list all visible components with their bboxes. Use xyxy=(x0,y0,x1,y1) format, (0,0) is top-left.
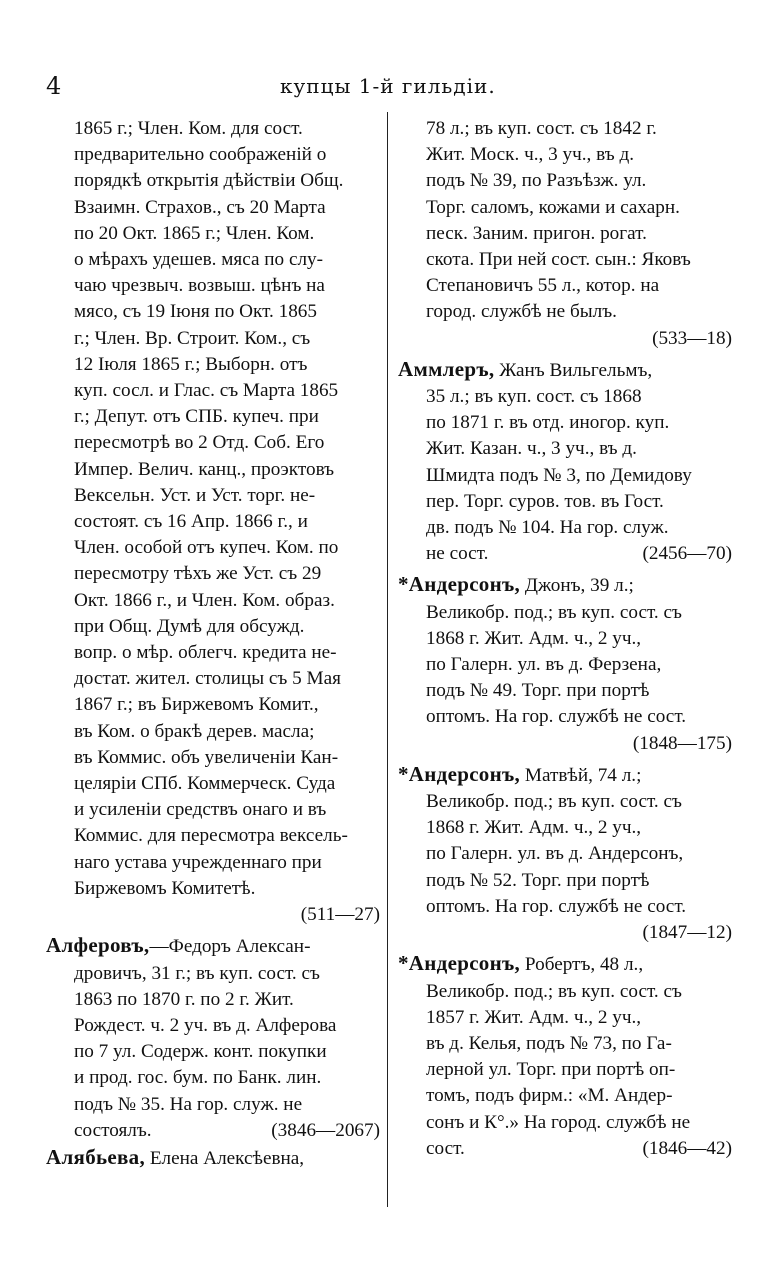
text-line: Степановичъ 55 л., котор. на xyxy=(426,275,660,297)
text-line: въ Ком. о бракѣ дерев. масла; xyxy=(74,720,315,742)
column-divider xyxy=(387,112,388,1207)
text-line: подъ № 52. Торг. при портѣ xyxy=(426,869,650,891)
text-line: оптомъ. На гор. службѣ не сост. xyxy=(426,895,687,917)
text-line: достат. жител. столицы съ 5 Мая xyxy=(74,668,341,690)
right-column xyxy=(398,116,732,1162)
text-line: Коммис. для пересмотра вексель- xyxy=(74,825,348,847)
text-fragment: сост. xyxy=(426,1137,465,1159)
text-fragment: —Федоръ Алексан- xyxy=(149,936,311,958)
text-line: томъ, подъ фирм.: «М. Андер- xyxy=(426,1085,673,1107)
text-line: Великобр. под.; въ куп. сост. съ xyxy=(426,980,682,1002)
text-line: дв. подъ № 104. На гор. служ. xyxy=(426,517,669,539)
text-line: Окт. 1866 г., и Член. Ком. образ. xyxy=(74,589,335,611)
text-line: 1868 г. Жит. Адм. ч., 2 уч., xyxy=(426,627,642,649)
register-number: (1848—175) xyxy=(632,732,732,754)
continuation-entry xyxy=(46,116,380,928)
text-line: Жит. Казан. ч., 3 уч., въ д. xyxy=(426,438,637,460)
register-number: (1847—12) xyxy=(642,922,732,944)
text-line: состоят. съ 16 Апр. 1866 г., и xyxy=(74,511,308,533)
merchant-name: Алферовъ, xyxy=(46,933,150,958)
text-line: вопр. о мѣр. облегч. кредита не- xyxy=(74,642,337,664)
text-line: подъ № 39, по Разъѣзж. ул. xyxy=(426,170,647,192)
text-line: 1857 г. Жит. Адм. ч., 2 уч., xyxy=(426,1006,642,1028)
entry-ammler xyxy=(398,356,732,568)
text-line: предварительно соображеній о xyxy=(74,144,327,166)
text-line: Импер. Велич. канц., проэктовъ xyxy=(74,458,335,480)
text-line: Член. особой отъ купеч. Ком. по xyxy=(74,537,339,559)
entry-anderson-robert xyxy=(398,950,732,1162)
merchant-name: Алябьева, xyxy=(46,1144,146,1169)
text-line: пересмотрѣ во 2 Отд. Соб. Его xyxy=(74,432,325,454)
text-line: Рождест. ч. 2 уч. въ д. Алферова xyxy=(74,1014,337,1036)
text-line: лерной ул. Торг. при портѣ оп- xyxy=(426,1059,676,1081)
text-line: куп. сосл. и Глас. съ Марта 1865 xyxy=(74,380,339,402)
page-number: 4 xyxy=(46,72,62,100)
continuation-entry xyxy=(398,116,732,352)
text-line: 1867 г.; въ Биржевомъ Комит., xyxy=(74,694,319,716)
text-line: 1863 по 1870 г. по 2 г. Жит. xyxy=(74,988,294,1010)
text-fragment: Джонъ, 39 л.; xyxy=(520,575,634,597)
text-line: скота. При ней сост. сын.: Яковъ xyxy=(426,249,691,271)
text-line: пересмотру тѣхъ же Уст. съ 29 xyxy=(74,563,322,585)
text-line: г.; Член. Вр. Строит. Ком., съ xyxy=(74,327,311,349)
text-line: въ д. Келья, подъ № 73, по Га- xyxy=(426,1032,672,1054)
text-line: при Общ. Думѣ для обсужд. xyxy=(74,615,305,637)
merchant-name: *Андерсонъ, xyxy=(398,572,521,597)
register-number: (3846—2067) xyxy=(271,1119,380,1141)
text-line: г.; Депут. отъ СПБ. купеч. при xyxy=(74,406,319,428)
merchant-name: *Андерсонъ, xyxy=(398,761,521,786)
text-line: по 20 Окт. 1865 г.; Член. Ком. xyxy=(74,222,315,244)
text-line: по 1871 г. въ отд. иногор. куп. xyxy=(426,412,670,434)
entry-anderson-john xyxy=(398,571,732,756)
text-line: 78 л.; въ куп. сост. съ 1842 г. xyxy=(426,118,657,139)
register-number: (533—18) xyxy=(652,327,732,349)
text-line: Взаимн. Страхов., съ 20 Марта xyxy=(74,196,326,218)
text-line: по Галерн. ул. въ д. Ферзена, xyxy=(426,654,662,676)
text-line: по Галерн. ул. въ д. Андерсонъ, xyxy=(426,843,684,865)
text-line: 12 Іюля 1865 г.; Выборн. отъ xyxy=(74,353,308,375)
register-number: (1846—42) xyxy=(642,1137,732,1159)
left-column xyxy=(46,116,380,1172)
text-fragment: состоялъ. xyxy=(74,1119,152,1141)
entry-alyabyeva xyxy=(46,1144,380,1172)
text-line: мясо, съ 19 Іюня по Окт. 1865 xyxy=(74,301,317,323)
text-line: порядкѣ открытія дѣйствіи Общ. xyxy=(74,170,344,192)
text-fragment: Жанъ Вильгельмъ, xyxy=(494,359,653,381)
text-fragment: Робертъ, 48 л., xyxy=(520,954,644,976)
register-number: (2456—70) xyxy=(642,543,732,565)
text-line: 35 л.; въ куп. сост. съ 1868 xyxy=(426,386,642,408)
text-line: песк. Заним. пригон. рогат. xyxy=(426,222,647,244)
text-line: наго устава учрежденнаго при xyxy=(74,851,322,873)
text-line: по 7 ул. Содерж. конт. покупки xyxy=(74,1041,327,1063)
register-number: (511—27) xyxy=(300,904,380,926)
text-line: пер. Торг. суров. тов. въ Гост. xyxy=(426,490,664,512)
text-line: чаю чрезвыч. возвыш. цѣнъ на xyxy=(74,275,325,297)
text-line: город. службѣ не былъ. xyxy=(426,301,617,323)
text-line: 1865 г.; Член. Ком. для сост. xyxy=(74,118,303,139)
text-line: Шмидта подъ № 3, по Демидову xyxy=(426,464,692,486)
text-line: о мѣрахъ удешев. мяса по слу- xyxy=(74,249,324,271)
text-line: подъ № 49. Торг. при портѣ xyxy=(426,680,650,702)
merchant-name: *Андерсонъ, xyxy=(398,951,521,976)
running-head: купцы 1-й гильдіи. xyxy=(280,74,496,98)
text-line: и усиленіи средствъ онаго и въ xyxy=(74,799,327,821)
text-line: и прод. гос. бум. по Банк. лин. xyxy=(74,1067,322,1089)
merchant-name: Аммлеръ, xyxy=(398,356,495,381)
text-line: целяріи СПб. Коммерческ. Суда xyxy=(74,773,336,795)
text-line: Великобр. под.; въ куп. сост. съ xyxy=(426,601,682,623)
text-fragment: Матвѣй, 74 л.; xyxy=(520,764,642,786)
text-line: 1868 г. Жит. Адм. ч., 2 уч., xyxy=(426,817,642,839)
text-line: Вексельн. Уст. и Уст. торг. не- xyxy=(74,484,316,506)
text-line: сонъ и К°.» На город. службѣ не xyxy=(426,1111,691,1133)
text-line: подъ № 35. На гор. служ. не xyxy=(74,1093,303,1115)
text-line: оптомъ. На гор. службѣ не сост. xyxy=(426,706,687,728)
text-line: въ Коммис. объ увеличеніи Кан- xyxy=(74,746,339,768)
entry-alferov xyxy=(46,932,380,1144)
text-line: Торг. саломъ, кожами и сахарн. xyxy=(426,196,680,218)
text-line: дровичъ, 31 г.; въ куп. сост. съ xyxy=(74,962,320,984)
entry-anderson-matvey xyxy=(398,761,732,946)
text-fragment: Елена Алексѣевна, xyxy=(145,1147,305,1169)
text-line: Жит. Моск. ч., 3 уч., въ д. xyxy=(426,144,635,166)
text-line: Великобр. под.; въ куп. сост. съ xyxy=(426,791,682,813)
text-line: Биржевомъ Комитетѣ. xyxy=(74,877,256,899)
text-fragment: не сост. xyxy=(426,543,489,565)
